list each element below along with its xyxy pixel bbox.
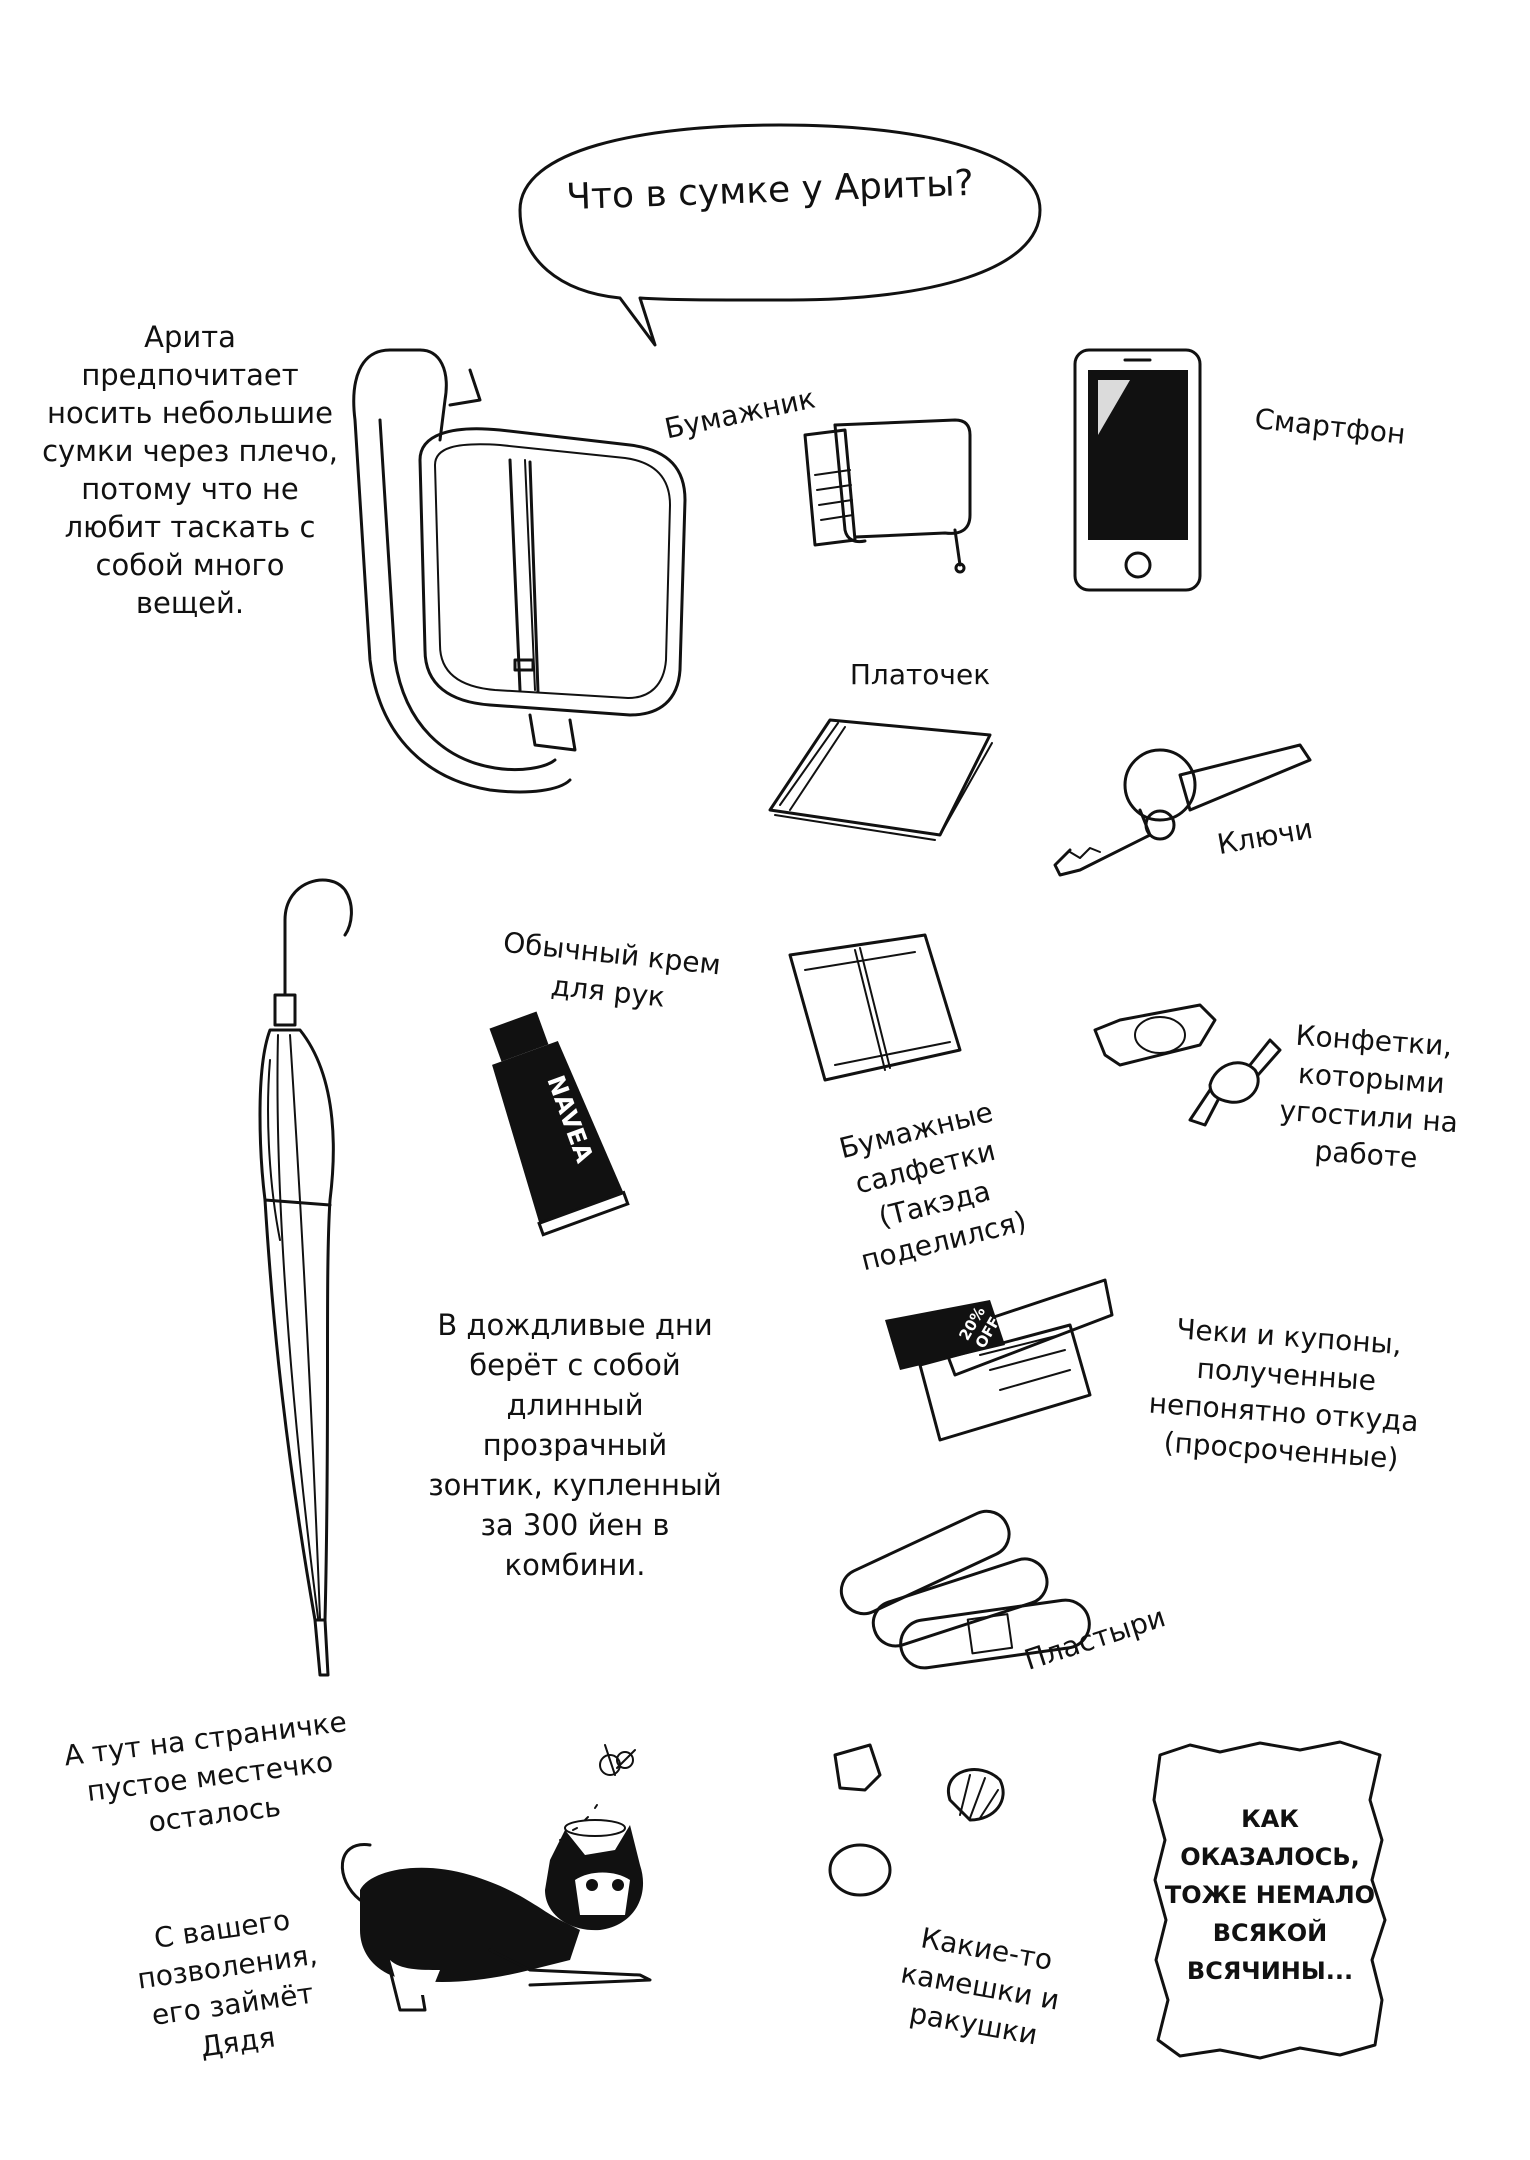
hand-cream-brand: NAVEA — [541, 1071, 599, 1167]
intro-text: Арита предпочитает носить небольшие сумки через плечо, потому что не любит таскать с собой много вещей. — [42, 320, 338, 620]
tissues-label: Бумажные салфетки (Такэда поделился) — [835, 1095, 1030, 1278]
smartphone-label: Смартфон — [1253, 402, 1408, 451]
candies-illustration — [1090, 990, 1290, 1130]
plasters-label: Пластыри — [1020, 1600, 1170, 1677]
cat-note: С вашего позволения, его займёт Дядя — [135, 1903, 320, 2064]
keys-label: Ключи — [1214, 811, 1316, 862]
coupon-label: 20% OFF — [955, 1303, 1004, 1352]
smartphone-illustration — [1070, 345, 1210, 595]
umbrella-illustration — [240, 860, 380, 1680]
stones-illustration — [820, 1740, 1020, 1910]
hand-cream-label: Обычный крем для рук — [501, 925, 723, 1014]
tissues-illustration — [785, 930, 965, 1090]
title-speech-bubble — [500, 110, 1060, 350]
handkerchief-label: Платочек — [849, 658, 991, 691]
page-title: Что в сумке у Ариты? — [565, 162, 975, 219]
handkerchief-illustration — [760, 715, 1000, 845]
wallet-label: Бумажник — [661, 381, 819, 446]
empty-space-note: А тут на страничке пустое местечко осталось — [62, 1705, 349, 1839]
wallet-illustration — [795, 405, 975, 575]
cat-illustration — [330, 1820, 660, 2020]
receipts-label: Чеки и купоны, полученные непонятно откуда (просроченные) — [1147, 1312, 1420, 1476]
umbrella-text: В дождливые дни берёт с собой длинный прозрачный зонтик, купленный за 300 йен в комбини. — [428, 1308, 722, 1582]
candies-label: Конфетки, которыми угостили на работе — [1278, 1018, 1460, 1175]
conclusion-text: КАК ОКАЗАЛОСЬ, ТОЖЕ НЕМАЛО ВСЯКОЙ ВСЯЧИНЫ... — [1164, 1805, 1376, 1985]
stones-label: Какие-то камешки и ракушки — [898, 1921, 1062, 2052]
sling-bag-illustration — [330, 330, 730, 810]
